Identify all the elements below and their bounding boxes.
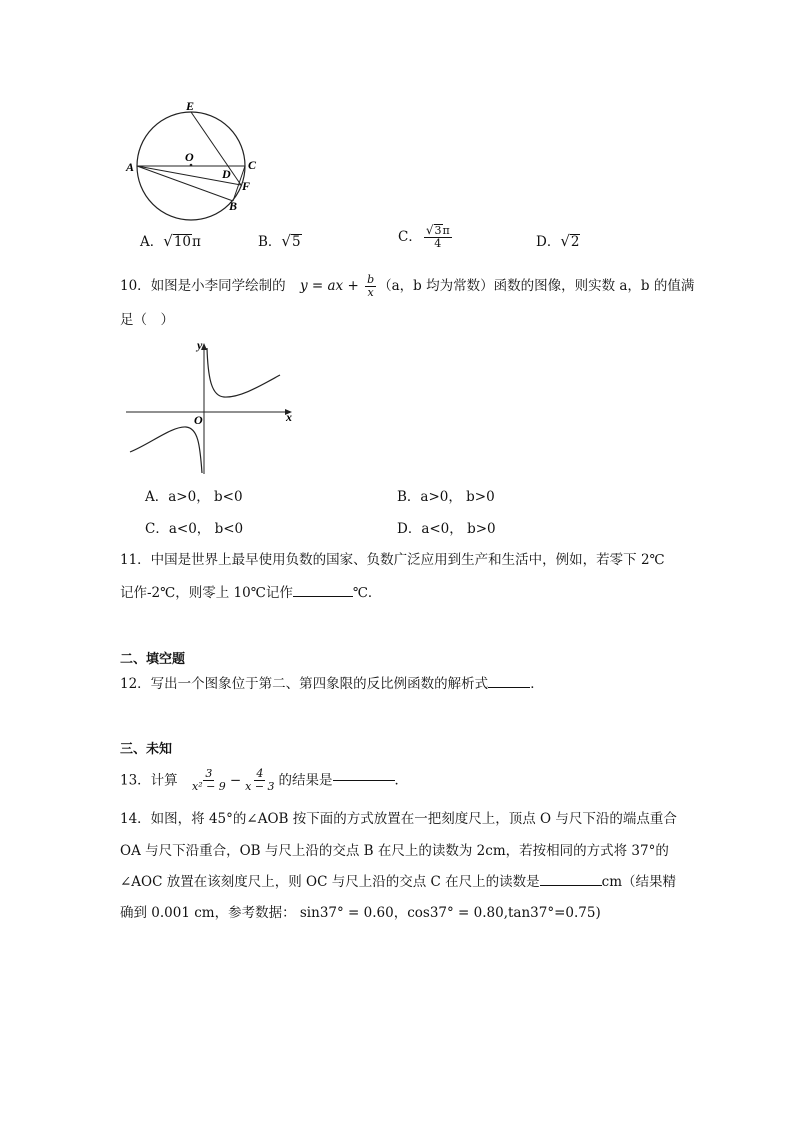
curve-branch-left — [130, 427, 202, 473]
label-d: D — [222, 167, 231, 181]
center-dot — [190, 164, 193, 167]
q14-line4: 确到 0.001 cm，参考数据： sin37° = 0.60，cos37° = 0.80,tan37°=0.75) — [120, 905, 601, 921]
q11-line2: 记作-2℃，则零上 10℃记作 ℃． — [120, 585, 382, 601]
origin-label: O — [194, 413, 203, 427]
sqrt-symbol: √ 2 — [560, 232, 580, 250]
section-heading-fill-blank: 二、填空题 — [120, 652, 186, 667]
q9-option-d[interactable]: D． √ 2 — [536, 232, 580, 250]
sqrt-symbol: √ 5 — [281, 232, 301, 250]
q13-line: 13．计算 $\frac{3}{\text{x² − 9}}$ − $\frac{4}{x - 3}$ 的结果是 ． — [120, 767, 409, 793]
label-b: B — [229, 199, 238, 213]
curve-branch-right — [207, 348, 280, 397]
y-label: y — [197, 338, 203, 352]
q10-formula: y = ax + $\frac{b}{x}$ — [299, 273, 375, 299]
q10-option-b[interactable]: B．a>0， b>0 — [397, 489, 495, 505]
q10-line1: 10．如图是小李同学绘制的 y = ax + $\frac{b}{x}$ （a，b 均为常数）函数的图像，则实数 a，b 的值满 — [120, 273, 695, 299]
q9-c-fraction: √ 3 π 4 — [425, 223, 450, 250]
label-f: F — [242, 179, 251, 193]
q10-option-c[interactable]: C．a<0， b<0 — [145, 521, 244, 537]
q13-answer-blank[interactable] — [333, 780, 395, 781]
q14-line2: OA 与尺下沿重合，OB 与尺上沿的交点 B 在尺上的读数为 2cm，若按相同的方式将 37°的 — [120, 843, 669, 859]
q11-line1: 11．中国是世界上最早使用负数的国家、负数广泛应用到生产和生活中，例如，若零下 2℃ — [120, 552, 665, 568]
q10-option-d[interactable]: D．a<0， b>0 — [397, 521, 496, 537]
sqrt-symbol: √ 10 — [163, 232, 191, 250]
q14-answer-blank[interactable] — [540, 885, 602, 886]
q10-option-a[interactable]: A．a>0， b<0 — [145, 489, 243, 505]
q12-line: 12．写出一个图象位于第二、第四象限的反比例函数的解析式 ． — [120, 676, 544, 692]
x-label: x — [286, 410, 292, 424]
q10-line2: 足（ ） — [120, 312, 174, 328]
label-c: C — [248, 158, 257, 172]
circle-figure — [120, 96, 270, 226]
label-a: A — [126, 160, 135, 174]
q13-fraction-1: $\frac{3}{\text{x² − 9}}$ — [191, 767, 226, 793]
label-e: E — [186, 99, 195, 113]
q9-option-b[interactable]: B． √ 5 — [258, 232, 301, 250]
q12-answer-blank[interactable] — [488, 687, 530, 688]
q9-option-c[interactable]: C． √ 3 π 4 — [398, 223, 450, 250]
segment-ef — [191, 112, 241, 185]
q14-line3: ∠AOC 放置在该刻度尺上，则 OC 与尺上沿的交点 C 在尺上的读数是 cm（结果精 — [120, 874, 677, 890]
q14-line1: 14．如图，将 45°的∠AOB 按下面的方式放置在一把刻度尺上，顶点 O 与尺下沿的端点重合 — [120, 811, 677, 827]
segment-ab — [137, 166, 233, 201]
hyperbola-graph — [120, 338, 300, 478]
q9-option-a[interactable]: A． √ 10 π — [140, 232, 201, 250]
label-o: O — [185, 150, 194, 164]
q13-fraction-2: $\frac{4}{x - 3}$ — [245, 767, 275, 793]
section-heading-unknown: 三、未知 — [120, 742, 173, 757]
q11-answer-blank[interactable] — [293, 596, 353, 597]
